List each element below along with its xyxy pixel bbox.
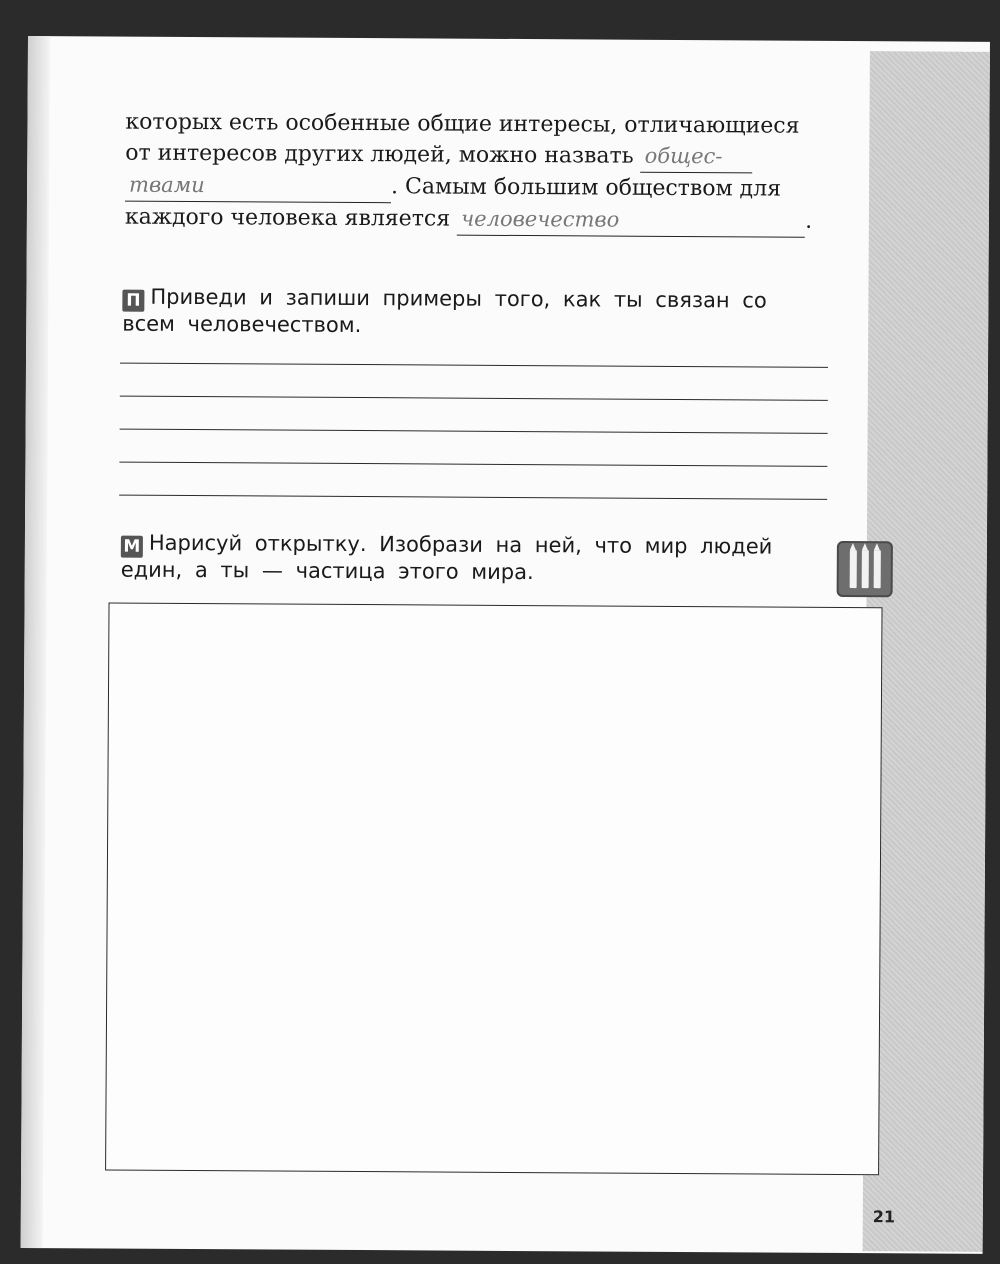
task-m-letter-badge: М	[121, 536, 143, 558]
handwritten-answer-1b: твами	[125, 170, 391, 204]
workbook-page	[21, 36, 990, 1254]
handwritten-answer-2: человечество	[457, 204, 805, 238]
pencil-shape	[849, 550, 856, 588]
task-p	[122, 285, 834, 341]
answer-line[interactable]	[119, 495, 827, 500]
page-fold-edge	[21, 36, 50, 1248]
task-m	[121, 531, 833, 587]
paragraph-line-4-text: каждого человека является	[124, 204, 451, 232]
answer-line[interactable]	[120, 396, 828, 401]
paragraph-line-2	[125, 138, 831, 174]
task-p-letter-badge: П	[122, 290, 144, 312]
paragraph-line-4	[125, 202, 831, 238]
postcard-drawing-area[interactable]	[105, 603, 882, 1176]
answer-line[interactable]	[120, 429, 828, 434]
handwritten-answer-1a: общес-	[641, 141, 753, 174]
paragraph-line-4-end: .	[805, 208, 813, 234]
paragraph-line-3	[125, 170, 831, 206]
task-p-line-1: Приведи и запиши примеры того, как ты связан со	[150, 284, 767, 313]
task-p-line-2: всем человечеством.	[122, 311, 362, 338]
pencil-shape	[873, 550, 880, 588]
paragraph-line-3-text: . Самым большим обществом для	[391, 174, 782, 202]
answer-line[interactable]	[119, 462, 827, 467]
pencils-icon	[837, 541, 893, 597]
answer-line[interactable]	[120, 363, 828, 368]
page-number: 21	[872, 1207, 896, 1227]
paragraph-line-1: которых есть особенные общие интересы, отличающиеся	[125, 109, 800, 139]
intro-paragraph	[125, 107, 832, 238]
paragraph-line-2-text: от интересов других людей, можно назвать	[125, 140, 634, 169]
task-m-line-2: един, а ты — частица этого мира.	[120, 557, 534, 585]
pencil-shape	[861, 550, 868, 588]
task-m-line-1: Нарисуй открытку. Изобрази на ней, что мир людей	[148, 530, 773, 559]
